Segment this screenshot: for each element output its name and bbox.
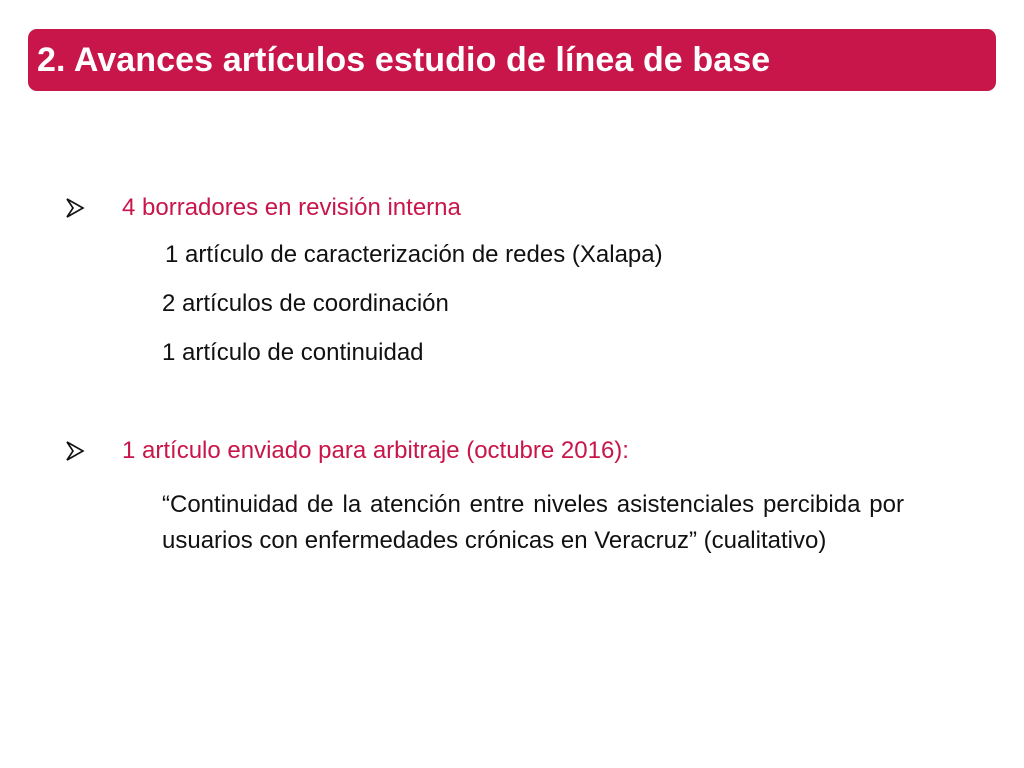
slide-title: 2. Avances artículos estudio de línea de base [37,40,771,79]
sub-item: 2 artículos de coordinación [162,290,449,317]
article-title-quote: “Continuidad de la atención entre niveles asistenciales percibida por usuarios con enfermedades crónicas en Veracruz” (cualitativo) [162,491,904,554]
bullet-item-borradores [64,194,461,221]
slide-title-bar [28,29,996,91]
sub-item: 1 artículo de continuidad [162,339,424,366]
arrowhead-bullet-icon [64,440,86,462]
bullet-label: 1 artículo enviado para arbitraje (octubre 2016): [122,437,629,464]
bullet-item-arbitraje [64,437,629,464]
sub-item: 1 artículo de caracterización de redes (Xalapa) [165,241,663,268]
arrowhead-bullet-icon [64,197,86,219]
bullet-label: 4 borradores en revisión interna [122,194,461,221]
